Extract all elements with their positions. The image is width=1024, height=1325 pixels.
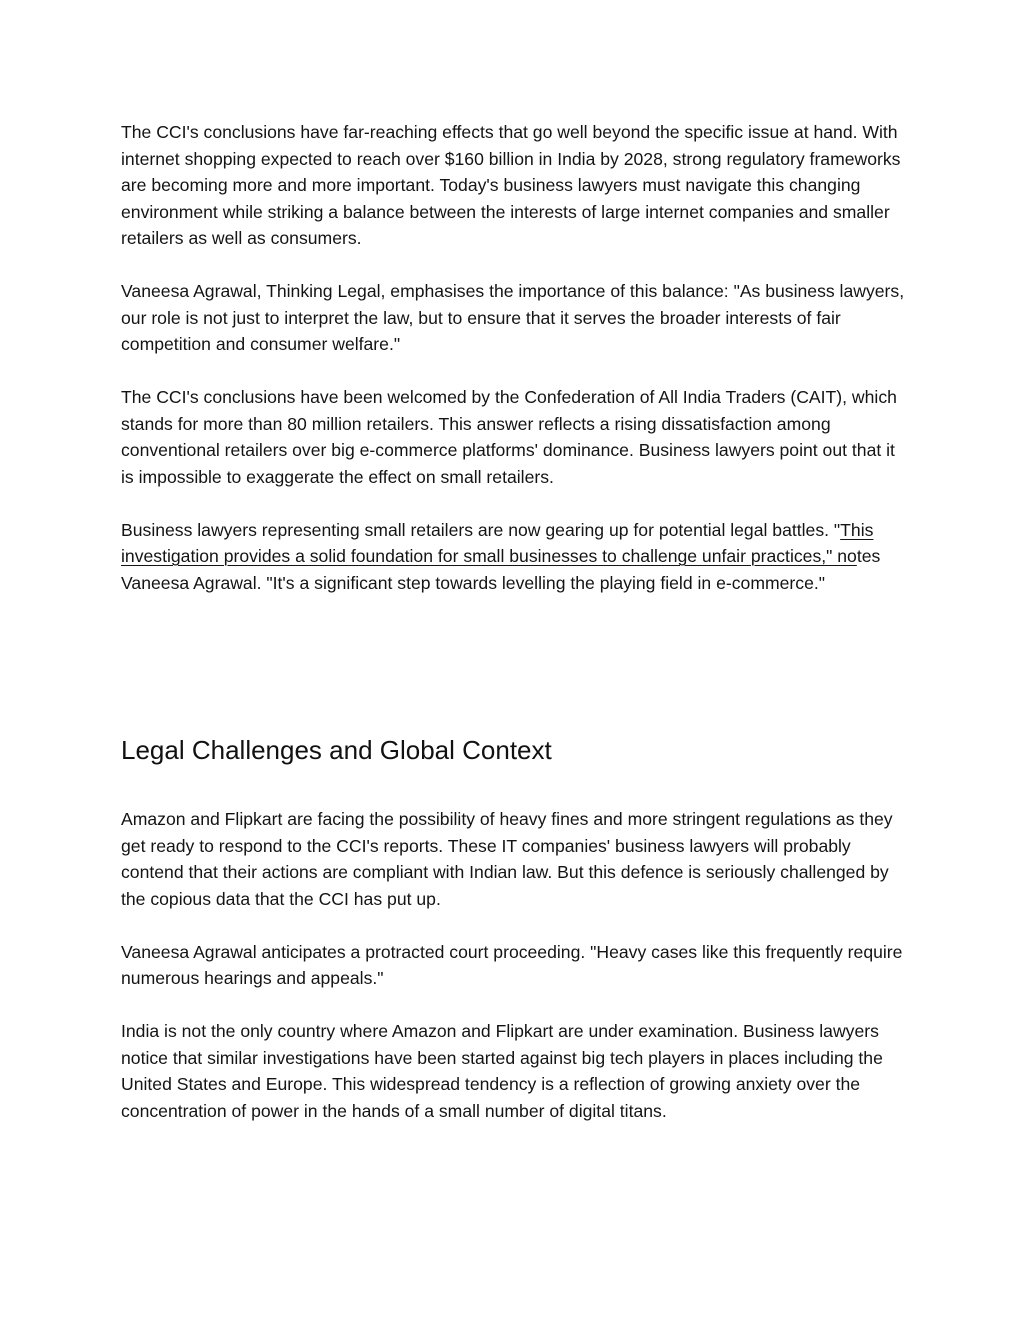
paragraph-text-after-link: tes Vaneesa Agrawal. "It's a significant step towards levelling the playing field in e-commerce."	[121, 546, 881, 593]
paragraph-fines: Amazon and Flipkart are facing the possibility of heavy fines and more stringent regulations as they get ready to respond to the CCI's reports. These IT companies' business lawyers will probably contend that their actions are compliant with Indian law. But this defence is seriously challenged by the copious data that the CCI has put up.	[121, 809, 893, 909]
paragraph-legal-battles	[121, 517, 911, 597]
paragraph-text-before-link: Business lawyers representing small retailers are now gearing up for potential legal battles. "	[121, 519, 841, 540]
paragraph-global-context: India is not the only country where Amazon and Flipkart are under examination. Business lawyers notice that similar investigations have been started against big tech players in places including the United States and Europe. This widespread tendency is a reflection of growing anxiety over the concentration of power in the hands of a small number of digital titans.	[121, 1021, 883, 1121]
quote-link[interactable]: This investigation provides a solid foundation for small businesses to challenge unfair practices," no	[121, 519, 874, 566]
paragraph-court-proceeding: Vaneesa Agrawal anticipates a protracted court proceeding. "Heavy cases like this frequently require numerous hearings and appeals."	[121, 941, 903, 988]
document-page	[121, 119, 911, 1121]
section-legal-challenges	[121, 806, 911, 1151]
paragraph-cci-effects: The CCI's conclusions have far-reaching effects that go well beyond the specific issue at hand. With internet shopping expected to reach over $160 billion in India by 2028, strong regulatory frameworks are becoming more and more important. Today's business lawyers must navigate this changing environment while striking a balance between the interests of large internet companies and smaller retailers as well as consumers.	[121, 122, 901, 248]
paragraph-agrawal-balance: Vaneesa Agrawal, Thinking Legal, emphasises the importance of this balance: "As business lawyers, our role is not just to interpret the law, but to ensure that it serves the broader interests of fair competition and consumer welfare."	[121, 281, 905, 354]
paragraph-cait: The CCI's conclusions have been welcomed by the Confederation of All India Traders (CAIT), which stands for more than 80 million retailers. This answer reflects a rising dissatisfaction among conventional retailers over big e-commerce platforms' dominance. Business lawyers point out that it is impossible to exaggerate the effect on small retailers.	[121, 387, 897, 487]
section-heading: Legal Challenges and Global Context	[121, 735, 552, 765]
